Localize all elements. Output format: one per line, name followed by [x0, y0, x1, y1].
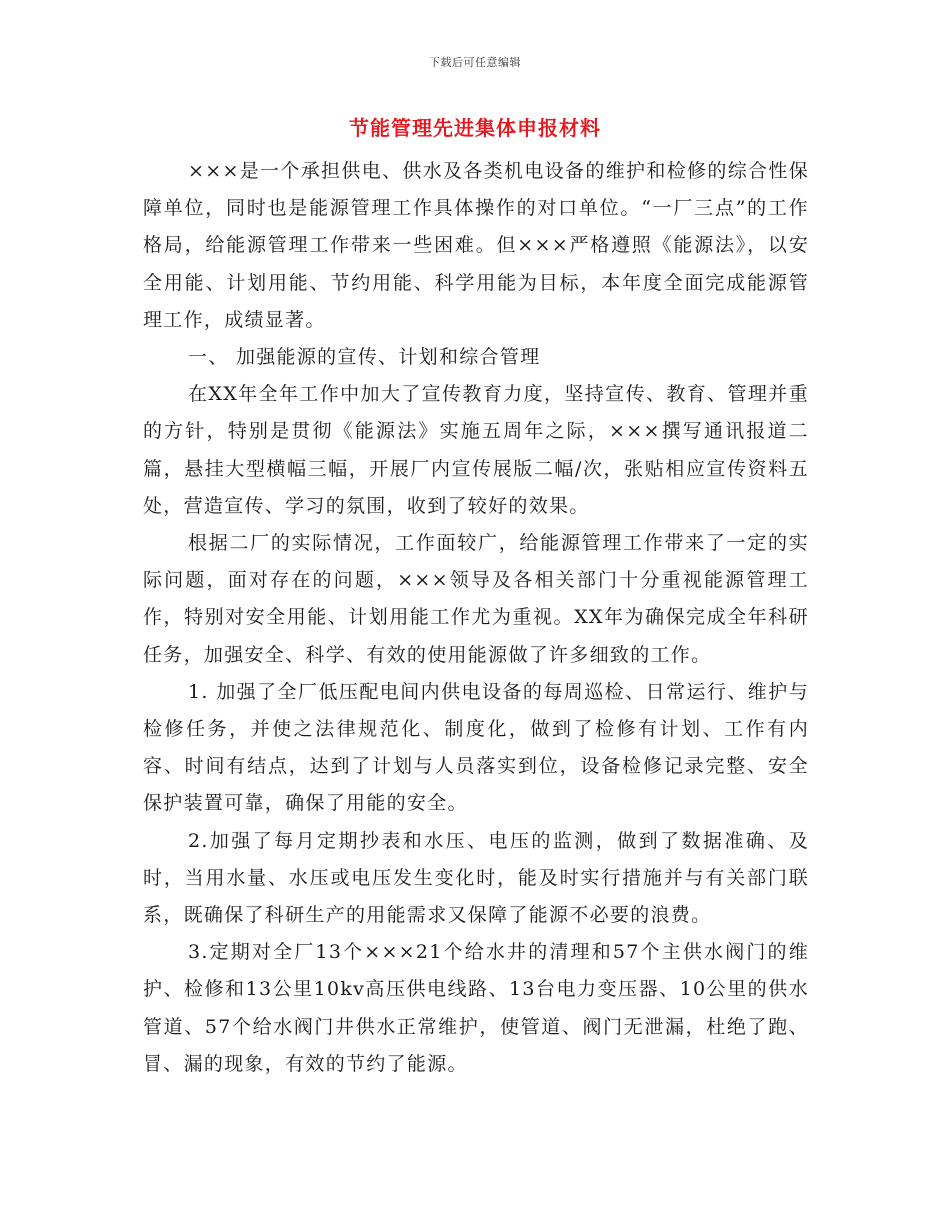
paragraph-item-2: 2.加强了每月定期抄表和水压、电压的监测，做到了数据准确、及时，当用水量、水压或电压发生变化时，能及时实行措施并与有关部门联系，既确保了科研生产的用能需求又保障了能源不必要的浪费。	[143, 829, 809, 927]
document-title: 节能管理先进集体申报材料	[349, 116, 601, 140]
paragraph-situation: 根据二厂的实际情况，工作面较广，给能源管理工作带来了一定的实际问题，面对存在的问题，×××领导及各相关部门十分重视能源管理工作，特别对安全用能、计划用能工作尤为重视。XX年为确保完成全年科研任务，加强安全、科学、有效的使用能源做了许多细致的工作。	[143, 532, 809, 666]
paragraph-item-1: 1. 加强了全厂低压配电间内供电设备的每周巡检、日常运行、维护与检修任务，并使之法律规范化、制度化，做到了检修有计划、工作有内容、时间有结点，达到了计划与人员落实到位，设备检修记录完整、安全保护装置可靠，确保了用能的安全。	[143, 680, 809, 815]
header-note: 下载后可任意编辑	[429, 56, 521, 69]
paragraph-publicity: 在XX年全年工作中加大了宣传教育力度，坚持宣传、教育、管理并重的方针，特别是贯彻《能源法》实施五周年之际，×××撰写通讯报道二篇，悬挂大型横幅三幅，开展厂内宣传展版二幅/次，张贴相应宣传资料五处，营造宣传、学习的氛围，收到了较好的效果。	[143, 383, 809, 517]
section-heading-1: 一、 加强能源的宣传、计划和综合管理	[188, 346, 541, 369]
paragraph-intro: ×××是一个承担供电、供水及各类机电设备的维护和检修的综合性保障单位，同时也是能源管理工作具体操作的对口单位。“一厂三点”的工作格局，给能源管理工作带来一些困难。但×××严格遵照《能源法》，以安全用能、计划用能、节约用能、科学用能为目标，本年度全面完成能源管理工作，成绩显著。	[143, 160, 809, 331]
paragraph-item-3: 3.定期对全厂13个×××21个给水井的清理和57个主供水阀门的维护、检修和13公里10kv高压供电线路、13台电力变压器、10公里的供水管道、57个给水阀门井供水正常维护，使管道、阀门无泄漏，杜绝了跑、冒、漏的现象，有效的节约了能源。	[143, 941, 809, 1075]
document-body	[143, 153, 809, 1083]
